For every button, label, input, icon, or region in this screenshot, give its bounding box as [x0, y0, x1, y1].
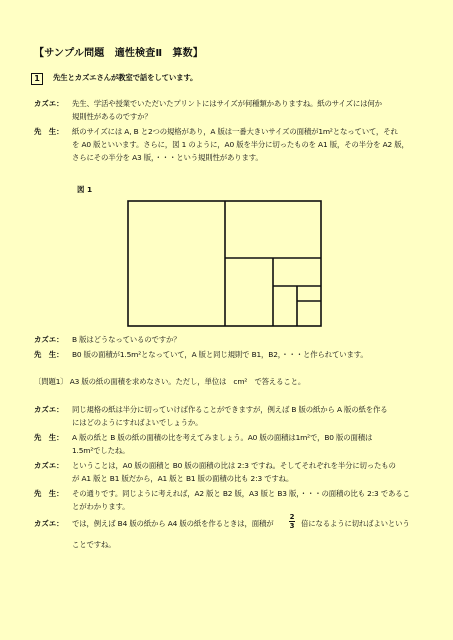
dialogue-line: さらにその半分を A3 版，・・・という規則性があります。	[72, 153, 263, 162]
speaker-kazue: カズエ：	[34, 99, 64, 108]
dialogue-line: 規則性があるのですか？	[72, 112, 152, 121]
dialogue-line: 1.5m²でしたね。	[72, 446, 130, 455]
speaker-kazue: カズエ：	[34, 519, 64, 528]
dialogue-line: が A1 版と B1 版だから，A1 版と B1 版の面積の比も 2:3 ですね。	[72, 474, 294, 483]
speaker-sensei: 先 生：	[34, 350, 64, 359]
dialogue-line: B0 版の面積が1.5m²となっていて，A 版と同じ規則で B1，B2，・・・と作られています。	[72, 350, 368, 359]
dialogue-line: 先生、学活や授業でいただいたプリントにはサイズが何種類かありますね。紙のサイズには何か	[72, 99, 382, 108]
dialogue-line: A 版の紙と B 版の紙の面積の比を考えてみましょう。A0 版の面積は1m²で，B0 版の面積は	[72, 433, 373, 442]
dialogue-line: 紙のサイズには A, B と2つの規格があり，A 版は一番大きいサイズの面積が1m²となっていて，それ	[72, 127, 398, 136]
problem-number-box: 1	[31, 73, 43, 85]
dialogue-line: では，例えば B4 版の紙から A4 版の紙を作るときは，面積が	[72, 519, 274, 528]
dialogue-line: を A0 版といいます。さらに，図 1 のように，A0 版を半分に切ったものを A1 版，その半分を A2 版，	[72, 140, 409, 149]
dialogue-line: B 版はどうなっているのですか？	[72, 335, 181, 344]
speaker-sensei: 先 生：	[34, 433, 64, 442]
speaker-kazue: カズエ：	[34, 405, 64, 414]
speaker-sensei: 先 生：	[34, 489, 64, 498]
dialogue-line: 倍になるように切ればよいという	[301, 519, 410, 528]
dialogue-line: にはどのようにすればよいでしょうか。	[72, 418, 203, 427]
speaker-sensei: 先 生：	[34, 127, 64, 136]
fraction-denominator: 3	[289, 522, 295, 530]
dialogue-line: とがわかります。	[72, 502, 130, 511]
dialogue-line: 同じ規格の紙は半分に切っていけば作ることができますが，例えば B 版の紙から A 版の紙を作る	[72, 405, 388, 414]
fraction-numerator: 2	[289, 513, 295, 521]
question-1: 〔問題1〕 A3 版の紙の面積を求めなさい。ただし，単位は cm² で答えること。	[34, 377, 306, 386]
figure-label: 図 1	[77, 185, 93, 194]
dialogue-line: ということは，A0 版の面積と B0 版の面積の比は 2:3 ですね。そしてそれぞれを半分に切ったもの	[72, 461, 396, 470]
speaker-kazue: カズエ：	[34, 461, 64, 470]
page-title: 【サンプル問題 適性検査Ⅱ 算数】	[34, 48, 204, 59]
fraction-two-thirds	[287, 513, 297, 530]
dialogue-line: ことですね。	[72, 540, 116, 549]
intro-text: 先生とカズエさんが教室で話をしています。	[53, 73, 198, 82]
dialogue-line: その通りです。同じように考えれば，A2 版と B2 版，A3 版と B3 版，・・・の面積の比も 2:3 であるこ	[72, 489, 410, 498]
paper-size-diagram	[127, 200, 323, 328]
speaker-kazue: カズエ：	[34, 335, 64, 344]
